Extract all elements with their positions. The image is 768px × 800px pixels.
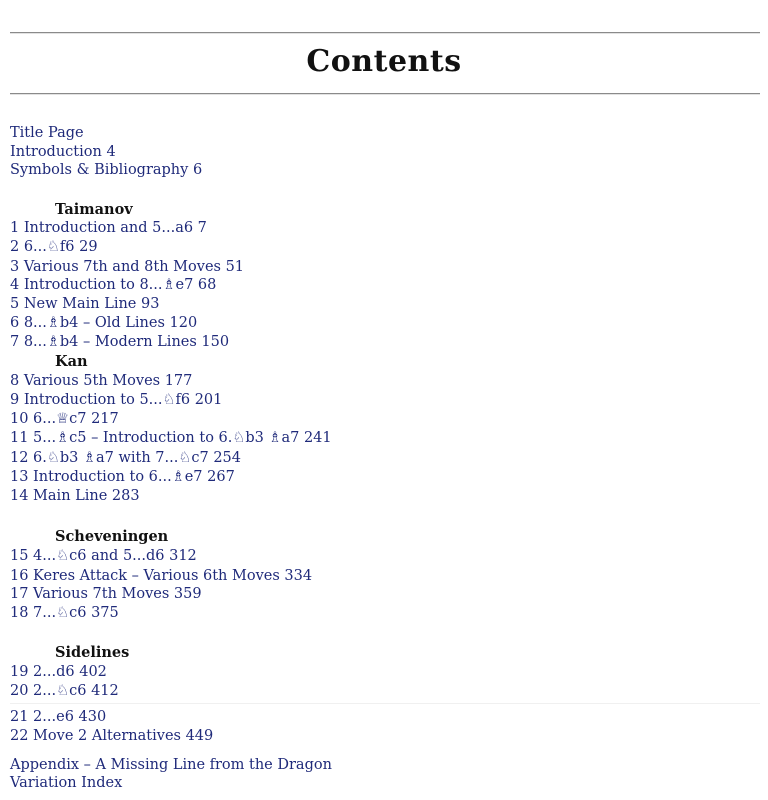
toc-link-chapter-4[interactable]: 4 Introduction to 8...♗e7 68 — [10, 277, 217, 293]
toc-link-chapter-1[interactable]: 1 Introduction and 5...a6 7 — [10, 220, 207, 236]
divider-line — [10, 703, 760, 704]
page-title: Contents — [306, 44, 462, 79]
toc-link-chapter-21[interactable]: 21 2...e6 430 — [10, 709, 107, 725]
toc-link-chapter-18[interactable]: 18 7...♘c6 375 — [10, 605, 119, 618]
top-divider — [10, 32, 760, 34]
toc-link-introduction[interactable]: Introduction 4 — [10, 144, 116, 160]
toc-link-symbols-bibliography[interactable]: Symbols & Bibliography 6 — [10, 162, 203, 178]
section-heading-scheveningen: Scheveningen — [55, 528, 169, 545]
toc-link-chapter-9[interactable]: 9 Introduction to 5...♘f6 201 — [10, 392, 223, 408]
bottom-divider — [10, 93, 760, 95]
toc-link-chapter-3[interactable]: 3 Various 7th and 8th Moves 51 — [10, 259, 245, 275]
toc-link-chapter-8[interactable]: 8 Various 5th Moves 177 — [10, 373, 193, 389]
toc-link-title-page[interactable]: Title Page — [10, 125, 84, 141]
toc-link-chapter-15[interactable]: 15 4...♘c6 and 5...d6 312 — [10, 548, 197, 564]
toc-link-appendix[interactable]: Appendix – A Missing Line from the Dragon — [10, 757, 332, 773]
toc-link-chapter-16[interactable]: 16 Keres Attack – Various 6th Moves 334 — [10, 568, 313, 584]
toc-link-chapter-11[interactable]: 11 5...♗c5 – Introduction to 6.♘b3 ♗a7 241 — [10, 430, 332, 446]
toc-link-variation-index[interactable]: Variation Index — [10, 775, 123, 791]
toc-link-chapter-14[interactable]: 14 Main Line 283 — [10, 488, 140, 504]
toc-link-chapter-2[interactable]: 2 6...♘f6 29 — [10, 239, 98, 255]
section-heading-taimanov: Taimanov — [55, 201, 133, 218]
toc-link-chapter-13[interactable]: 13 Introduction to 6...♗e7 267 — [10, 469, 235, 485]
toc-link-chapter-10[interactable]: 10 6...♕c7 217 — [10, 411, 119, 427]
section-heading-sidelines: Sidelines — [55, 644, 130, 661]
toc-link-chapter-12[interactable]: 12 6.♘b3 ♗a7 with 7...♘c7 254 — [10, 450, 241, 466]
toc-link-chapter-22[interactable]: 22 Move 2 Alternatives 449 — [10, 728, 214, 744]
toc-link-chapter-5[interactable]: 5 New Main Line 93 — [10, 296, 160, 312]
section-heading-kan: Kan — [55, 353, 88, 370]
toc-link-chapter-6[interactable]: 6 8...♗b4 – Old Lines 120 — [10, 315, 198, 331]
toc-link-chapter-20[interactable]: 20 2...♘c6 412 — [10, 683, 119, 699]
toc-link-chapter-7[interactable]: 7 8...♗b4 – Modern Lines 150 — [10, 334, 230, 350]
toc-link-chapter-17[interactable]: 17 Various 7th Moves 359 — [10, 586, 202, 602]
toc-link-chapter-19[interactable]: 19 2...d6 402 — [10, 664, 107, 680]
